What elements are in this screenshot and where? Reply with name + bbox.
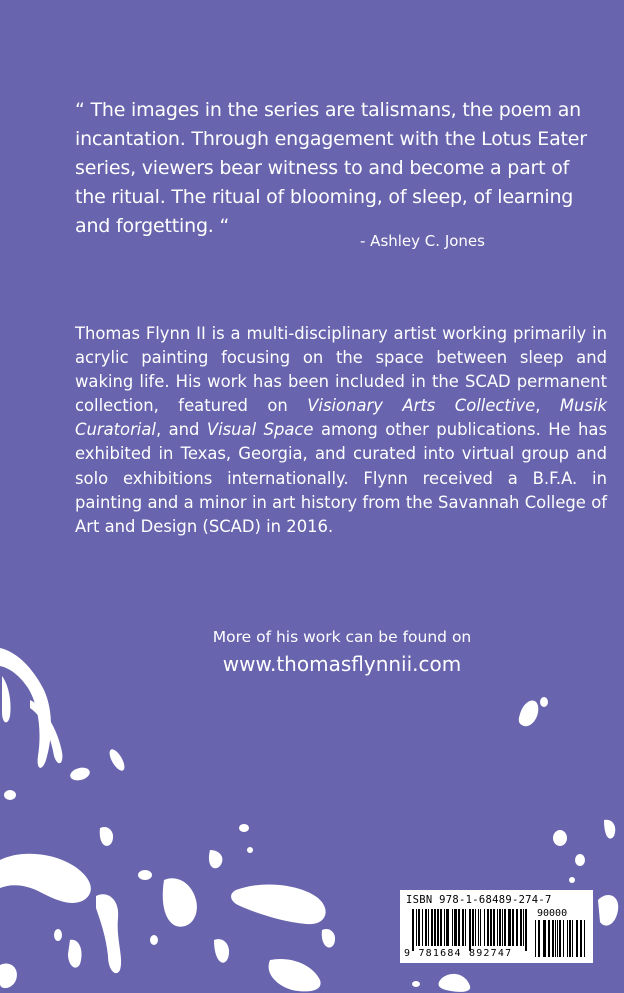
barcode-digits: 9 781684 892747 [404, 948, 513, 959]
publication-visual-space: Visual Space [206, 420, 314, 440]
bio-text-2: among other publications. He has exhibited in Texas, Georgia, and curated into virtual group and solo exhibitions internationally. Flynn received a B.F.A. in painting and a minor in art history from the Savannah College of Art and Design (SCAD) in 2016. [75, 420, 608, 536]
isbn-barcode [400, 890, 593, 963]
bio-text-1: Thomas Flynn II is a multi-disciplinary artist working primarily in acrylic painting focusing on the space between sleep and waking life. His work has been included in the SCAD permanent collection, featured on [75, 324, 607, 416]
price-code: 90000 [537, 908, 568, 919]
isbn-number: ISBN 978-1-68489-274-7 [406, 894, 552, 906]
author-bio [75, 322, 607, 539]
website-url: www.thomasflynnii.com [222, 652, 462, 676]
publication-visionary-arts: Visionary Arts Collective [307, 396, 536, 416]
more-work-label: More of his work can be found on [212, 628, 472, 646]
bio-separator-2: , and [155, 420, 207, 440]
pull-quote: “ The images in the series are talismans, the poem an incantation. Through engagement with the Lotus Eater series, viewers bear witness to and become a part of the ritual. The ritual of blooming, of sleep, of learning and forgetting. “ [75, 99, 587, 237]
quote-attribution: - Ashley C. Jones [360, 232, 485, 250]
publication-musik-curatorial: Musik Curatorial [75, 396, 607, 440]
bio-separator-1: , [535, 396, 560, 416]
